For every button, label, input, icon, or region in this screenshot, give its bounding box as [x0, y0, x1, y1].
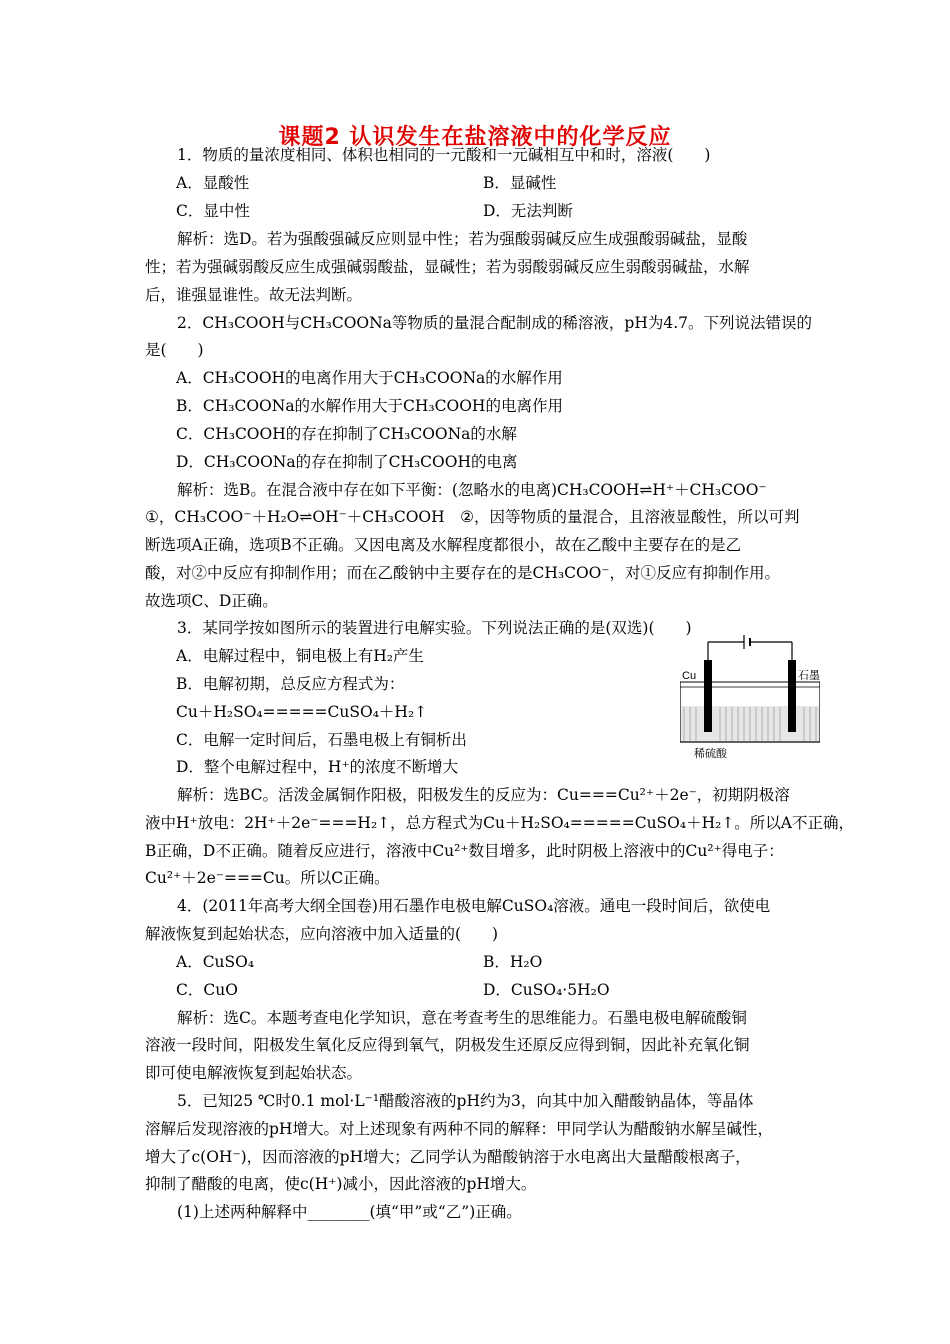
q2-stem: 是( )	[145, 341, 204, 359]
q5-stem: 增大了c(OH⁻)，因而溶液的pH增大；乙同学认为醋酸钠溶于水电离出大量醋酸根离子，	[145, 1148, 751, 1166]
q1-analysis: 性；若为强碱弱酸反应生成强碱弱酸盐，显碱性；若为弱酸弱碱反应生弱酸弱碱盐，水解	[145, 258, 750, 276]
q2-analysis: 解析：选B。在混合液中存在如下平衡：(忽略水的电离)CH₃COOH⇌H⁺＋CH₃COO⁻	[177, 481, 767, 499]
q1-option-c: C．显中性	[176, 202, 250, 220]
q5-subquestion-1: (1)上述两种解释中________(填“甲”或“乙”)正确。	[177, 1203, 522, 1221]
q3-option-c: C．电解一定时间后，石墨电极上有铜析出	[176, 731, 467, 749]
q4-option-d: D．CuSO₄·5H₂O	[483, 981, 610, 999]
dilute-sulfuric-acid-label: 稀硫酸	[694, 748, 727, 760]
cu-electrode-label: Cu	[682, 670, 697, 682]
q3-stem: 3．某同学按如图所示的装置进行电解实验。下列说法正确的是(双选)( )	[177, 619, 692, 637]
cu-electrode	[704, 660, 712, 732]
q4-option-c: C．CuO	[176, 981, 238, 999]
q1-option-b: B．显碱性	[483, 174, 557, 192]
q2-analysis: 酸，对②中反应有抑制作用；而在乙酸钠中主要存在的是CH₃COO⁻，对①反应有抑制作用。	[145, 564, 781, 582]
q3-option-d: D．整个电解过程中，H⁺的浓度不断增大	[176, 758, 459, 776]
graphite-electrode	[788, 660, 796, 732]
q2-option-a: A．CH₃COOH的电离作用大于CH₃COONa的水解作用	[176, 369, 563, 387]
q4-analysis: 溶液一段时间，阳极发生氧化反应得到氧气，阴极发生还原反应得到铜，因此补充氧化铜	[145, 1036, 750, 1054]
q3-analysis: 液中H⁺放电：2H⁺＋2e⁻===H₂↑，总方程式为Cu＋H₂SO₄=====CuSO₄＋H₂↑。所以A不正确，	[145, 814, 854, 832]
q5-stem: 抑制了醋酸的电离，使c(H⁺)减小，因此溶液的pH增大。	[145, 1175, 537, 1193]
q1-analysis: 解析：选D。若为强酸强碱反应则显中性；若为强酸弱碱反应生成强酸弱碱盐，显酸	[177, 230, 748, 248]
q4-stem: 解液恢复到起始状态，应向溶液中加入适量的( )	[145, 925, 499, 943]
q3-analysis: Cu²⁺＋2e⁻===Cu。所以C正确。	[145, 869, 390, 887]
q3-analysis: B正确，D不正确。随着反应进行，溶液中Cu²⁺数目增多，此时阴极上溶液中的Cu²⁺得电子：	[145, 842, 784, 860]
q3-option-a: A．电解过程中，铜电极上有H₂产生	[176, 647, 424, 665]
electrolysis-apparatus-diagram	[680, 630, 820, 765]
q4-stem: 4．(2011年高考大纲全国卷)用石墨作电极电解CuSO₄溶液。通电一段时间后，欲使电	[177, 897, 771, 915]
q1-option-d: D．无法判断	[483, 202, 573, 220]
q5-stem: 溶解后发现溶液的pH增大。对上述现象有两种不同的解释：甲同学认为醋酸钠水解呈碱性，	[145, 1120, 773, 1138]
q4-option-b: B．H₂O	[483, 953, 543, 971]
q5-stem: 5．已知25 ℃时0.1 mol·L⁻¹醋酸溶液的pH约为3，向其中加入醋酸钠晶体，等晶体	[177, 1092, 754, 1110]
q4-analysis: 即可使电解液恢复到起始状态。	[145, 1064, 363, 1082]
q2-option-b: B．CH₃COONa的水解作用大于CH₃COOH的电离作用	[176, 397, 563, 415]
q3-option-b-equation: Cu＋H₂SO₄=====CuSO₄＋H₂↑	[176, 703, 428, 721]
page-title: 课题2 认识发生在盐溶液中的化学反应	[278, 125, 672, 150]
q2-analysis: 故选项C、D正确。	[145, 592, 278, 610]
graphite-electrode-label: 石墨	[798, 670, 820, 682]
q1-option-a: A．显酸性	[176, 174, 250, 192]
q4-option-a: A．CuSO₄	[176, 953, 255, 971]
q2-analysis: 断选项A正确，选项B不正确。又因电离及水解程度都很小，故在乙酸中主要存在的是乙	[145, 536, 742, 554]
q2-option-d: D．CH₃COONa的存在抑制了CH₃COOH的电离	[176, 453, 518, 471]
q1-stem: 1．物质的量浓度相同、体积也相同的一元酸和一元碱相互中和时，溶液( )	[177, 146, 711, 164]
q2-option-c: C．CH₃COOH的存在抑制了CH₃COONa的水解	[176, 425, 517, 443]
q4-analysis: 解析：选C。本题考查电化学知识，意在考查考生的思维能力。石墨电极电解硫酸铜	[177, 1009, 747, 1027]
q2-stem: 2．CH₃COOH与CH₃COONa等物质的量混合配制成的稀溶液，pH为4.7。下列说法错误的	[177, 314, 813, 332]
q1-analysis: 后，谁强显谁性。故无法判断。	[145, 286, 363, 304]
q2-analysis: ①，CH₃COO⁻＋H₂O⇌OH⁻＋CH₃COOH ②，因等物质的量混合，且溶液显酸性，所以可判	[145, 508, 800, 526]
q3-option-b: B．电解初期，总反应方程式为：	[176, 675, 405, 693]
q3-analysis: 解析：选BC。活泼金属铜作阳极，阳极发生的反应为：Cu===Cu²⁺＋2e⁻，初期阴极溶	[177, 786, 790, 804]
